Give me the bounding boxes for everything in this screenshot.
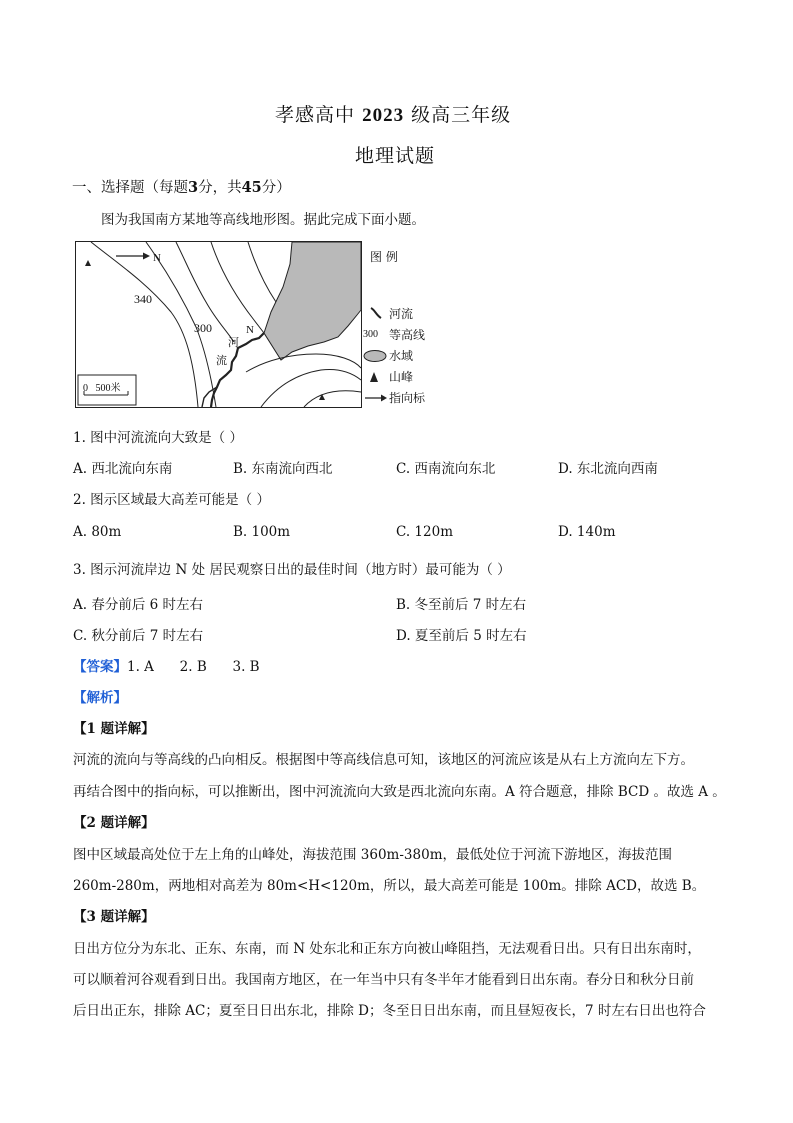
q1-option-b: B. 东南流向西北	[233, 461, 333, 477]
peak-icon	[319, 394, 325, 400]
q2-option-a: A. 80m	[73, 524, 122, 540]
river-label-2: 流	[216, 354, 227, 367]
answer-text: 1. A 2. B 3. B	[127, 659, 260, 675]
q1-option-d: D. 东北流向西南	[558, 461, 658, 477]
detail-2-tag: 【2 题详解】	[73, 815, 155, 831]
water-symbol-icon	[363, 349, 389, 363]
peak-icon	[85, 260, 91, 266]
school-name: 孝感高中	[275, 104, 356, 126]
north-arrow-head-icon	[143, 253, 150, 260]
answer-tag: 【答案】	[73, 659, 127, 675]
section-heading	[72, 180, 291, 196]
answer-line	[73, 659, 260, 675]
detail-1-line-2: 再结合图中的指向标，可以推断出，图中河流流向大致是西北流向东南。A 符合题意，排除 BCD 。故选 A 。	[73, 784, 726, 800]
question-3-stem: 3. 图示河流岸边 N 处 居民观察日出的最佳时间（地方时）最可能为（ ）	[73, 562, 511, 578]
river-symbol-icon	[363, 307, 389, 321]
contour-line	[246, 354, 361, 372]
contour-line	[304, 391, 361, 407]
legend-arrow-label: 指向标	[389, 391, 426, 405]
contour-symbol-icon: 300	[363, 329, 378, 340]
q3-option-b: B. 冬至前后 7 时左右	[396, 597, 527, 613]
intro-text: 图为我国南方某地等高线地形图。据此完成下面小题。	[101, 212, 425, 228]
legend-contour	[363, 326, 425, 343]
peak-symbol-icon	[363, 370, 389, 384]
legend-water	[363, 347, 413, 364]
points-per-question: 3	[188, 179, 199, 196]
legend-water-label: 水域	[389, 349, 414, 363]
total-points: 45	[241, 179, 262, 196]
water-body	[264, 242, 361, 360]
analysis-tag: 【解析】	[73, 690, 127, 706]
detail-3-line-3: 后日出正东，排除 AC；夏至日日出东北，排除 D；冬至日日出东南，而且昼短夜长，7 时左右日出也符合	[73, 1003, 706, 1019]
detail-2-line-2: 260m-280m，两地相对高差为 80m<H<120m，所以，最大高差可能是 100m。排除 ACD，故选 B。	[73, 878, 706, 894]
q3-option-c: C. 秋分前后 7 时左右	[73, 628, 204, 644]
exam-year: 2023	[362, 105, 405, 126]
map-legend	[363, 244, 445, 412]
detail-1-tag: 【1 题详解】	[73, 721, 155, 737]
arrow-symbol-icon	[363, 391, 389, 405]
section-heading-pre: 一、选择题（每题	[72, 180, 188, 196]
subject-title: 地理试题	[355, 145, 436, 167]
section-heading-mid: 分，共	[198, 180, 242, 196]
q2-option-b: B. 100m	[233, 524, 291, 540]
north-label: N	[153, 252, 161, 264]
legend-title: 图 例	[370, 250, 398, 264]
legend-peak-label: 山峰	[389, 370, 414, 384]
q2-option-c: C. 120m	[396, 524, 453, 540]
q1-option-a: A. 西北流向东南	[73, 461, 173, 477]
scale-label: 0 500米	[83, 383, 121, 394]
question-2-stem: 2. 图示区域最大高差可能是（ ）	[73, 492, 270, 508]
legend-contour-label: 等高线	[389, 328, 426, 342]
detail-3-tag: 【3 题详解】	[73, 909, 155, 925]
q2-option-d: D. 140m	[558, 524, 616, 540]
legend-river	[363, 305, 413, 322]
contour-label-340: 340	[134, 292, 152, 306]
detail-3-line-2: 可以顺着河谷观看到日出。我国南方地区，在一年当中只有冬半年才能看到日出东南。春分日和秋分日前	[73, 972, 694, 988]
grade-label: 级高三年级	[411, 104, 512, 126]
legend-peak	[363, 368, 413, 385]
contour-label-300: 300	[194, 321, 212, 335]
detail-2-line-1: 图中区域最高处位于左上角的山峰处，海拔范围 360m-380m，最低处位于河流下游地区，海拔范围	[73, 847, 672, 863]
section-heading-post: 分）	[261, 180, 291, 196]
contour-map	[75, 241, 362, 408]
q1-option-c: C. 西南流向东北	[396, 461, 496, 477]
detail-3-line-1: 日出方位分为东北、正东、东南，而 N 处东北和正东方向被山峰阻挡，无法观看日出。只有日出东南时，	[73, 941, 701, 957]
q3-option-d: D. 夏至前后 5 时左右	[396, 628, 527, 644]
n-point-label: N	[246, 324, 254, 336]
q3-option-a: A. 春分前后 6 时左右	[73, 597, 204, 613]
legend-arrow	[363, 389, 425, 406]
contour-line	[248, 242, 276, 302]
exam-title	[275, 100, 511, 127]
legend-river-label: 河流	[389, 307, 414, 321]
detail-1-line-1: 河流的流向与等高线的凸向相反。根据图中等高线信息可知，该地区的河流应该是从右上方流向左下方。	[73, 752, 694, 768]
question-1-stem: 1. 图中河流流向大致是（ ）	[73, 430, 243, 446]
contour-line	[211, 242, 264, 333]
river-label: 河	[228, 336, 239, 349]
